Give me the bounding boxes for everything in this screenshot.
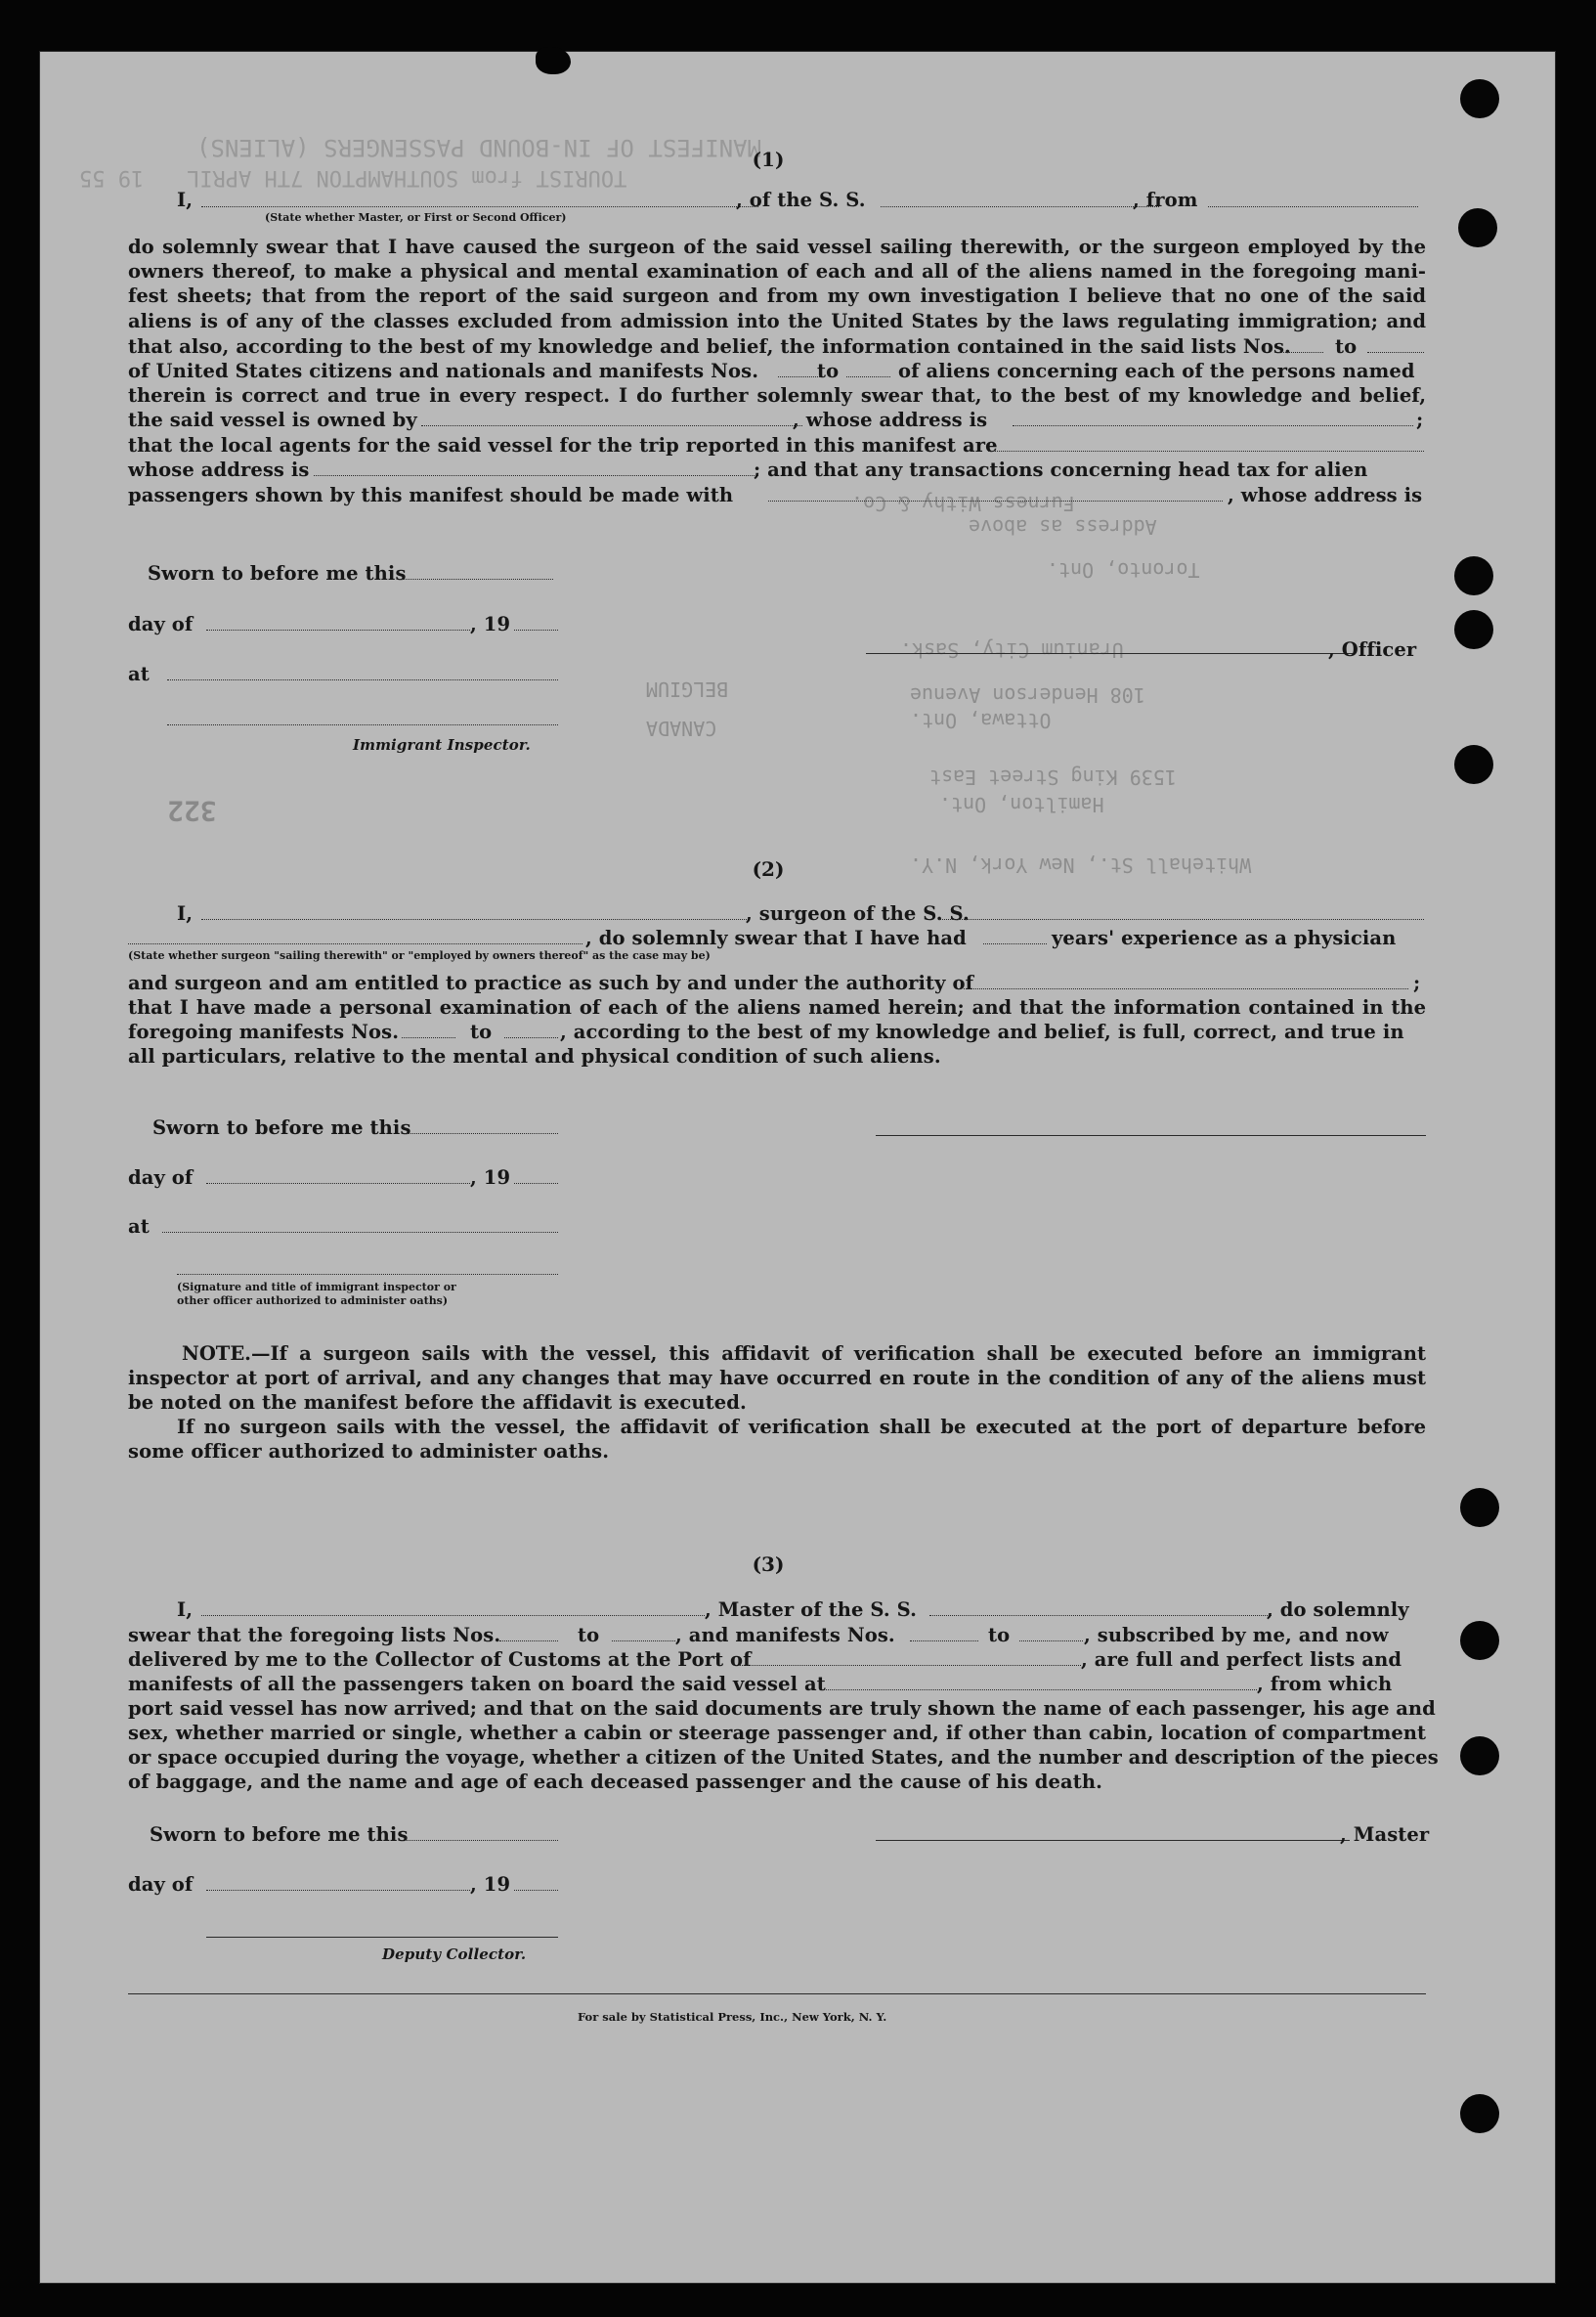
- sec3-line5: port said vessel has now arrived; and that on the said documents are truly shown the name of each passenger, his age and: [128, 1697, 1436, 1720]
- sec2-line3: and surgeon and am entitled to practice as such by and under the authority of: [128, 972, 974, 994]
- sec2-line5a: foregoing manifests Nos.: [128, 1021, 400, 1043]
- sec3-sworn: Sworn to before me this: [150, 1823, 409, 1846]
- sec3-line2e: , subscribed by me, and now: [1084, 1624, 1389, 1646]
- sec3-line7: or space occupied during the voyage, whether a citizen of the United States, and the number and description of the pieces: [128, 1746, 1439, 1769]
- sec1-line2: do solemnly swear that I have caused the surgeon of the said vessel sailing therewith, or the surgeon employed by the: [128, 236, 1426, 258]
- sec2-status-field[interactable]: [128, 943, 582, 944]
- sec2-sig-caption-2: other officer authorized to administer oaths): [177, 1294, 449, 1307]
- sec1-line9-semicolon: ;: [1416, 409, 1424, 431]
- sec3-sworn-field[interactable]: [407, 1840, 558, 1841]
- sec3-manifests-to-field[interactable]: [1019, 1640, 1083, 1641]
- sec1-line6a: that also, according to the best of my knowledge and belief, the information contained in the said lists Nos.: [128, 335, 1291, 358]
- bleed-through-year: 19 55: [79, 165, 145, 190]
- bleed-through-address-7: Hamilton, Ont.: [939, 793, 1104, 816]
- sec3-deputy-label: Deputy Collector.: [382, 1945, 527, 1963]
- bleed-through-address-8: Whitehall St., New York, N.Y.: [910, 853, 1252, 877]
- sec1-lists-from-field[interactable]: [1279, 352, 1323, 353]
- punch-hole: [1460, 1488, 1499, 1527]
- section-1-number: (1): [752, 148, 785, 171]
- sec1-headtax-field[interactable]: [768, 501, 1223, 502]
- sec1-line3: owners thereof, to make a physical and mental examination of each and all of the aliens named in the foregoing mani-: [128, 260, 1426, 283]
- sec1-line1-from: , from: [1133, 189, 1198, 211]
- sec2-years-field[interactable]: [983, 943, 1047, 944]
- sec2-day-of: day of: [128, 1166, 194, 1189]
- note-line2: inspector at port of arrival, and any changes that may have occurred en route in the condition of any of the aliens must: [128, 1367, 1426, 1389]
- sec3-day-field[interactable]: [206, 1890, 470, 1891]
- punch-hole: [1460, 1736, 1499, 1775]
- sec3-year: , 19: [470, 1873, 511, 1896]
- sec3-line1-swear: , do solemnly: [1267, 1598, 1409, 1621]
- sec1-sworn-field[interactable]: [402, 579, 553, 580]
- sec1-officer-field[interactable]: [201, 206, 758, 207]
- sec2-day-field[interactable]: [206, 1183, 470, 1184]
- sec2-sworn-field[interactable]: [407, 1133, 558, 1134]
- sec3-line6: sex, whether married or single, whether a cabin or steerage passenger and, if other than cabin, location of compartment: [128, 1722, 1426, 1744]
- sec2-manifests-from-field[interactable]: [402, 1037, 455, 1038]
- bleed-through-owner: Furness Withy & Co.: [851, 492, 1075, 515]
- sec2-caption: (State whether surgeon "sailing therewith" or "employed by owners thereof" as the case may be): [128, 949, 711, 962]
- sec1-manifests-from-field[interactable]: [778, 376, 822, 377]
- note-line5: some officer authorized to administer oaths.: [128, 1440, 610, 1463]
- sec1-owner-field[interactable]: [421, 425, 802, 426]
- sec2-surgeon-name-field[interactable]: [201, 919, 749, 920]
- sec3-ship-field[interactable]: [929, 1615, 1272, 1616]
- bleed-through-address-2: Toronto, Ont.: [1047, 558, 1200, 582]
- sec3-line2c: , and manifests Nos.: [675, 1624, 895, 1646]
- bleed-through-heading: MANIFEST OF IN-BOUND PASSENGERS (ALIENS): [196, 134, 761, 161]
- footer-rule: [128, 1993, 1426, 1994]
- sec2-at-field[interactable]: [162, 1232, 558, 1233]
- sec1-lists-to-field[interactable]: [1367, 352, 1424, 353]
- sec1-owner-address-field[interactable]: [1013, 425, 1413, 426]
- sec1-at: at: [128, 663, 150, 685]
- sec1-year: , 19: [470, 613, 511, 635]
- sec2-ship-field[interactable]: [939, 919, 1424, 920]
- sec2-sworn: Sworn to before me this: [152, 1116, 411, 1139]
- sec1-agents-address-field[interactable]: [314, 475, 758, 476]
- punch-hole: [1460, 2094, 1499, 2133]
- sec2-line1-surgeon: , surgeon of the S. S.: [746, 902, 970, 925]
- sec3-master-name-field[interactable]: [201, 1615, 705, 1616]
- bleed-through-country-1: CANADA: [646, 717, 717, 740]
- sec3-line3a: delivered by me to the Collector of Customs at the Port of: [128, 1648, 752, 1671]
- sec1-day-field[interactable]: [206, 630, 470, 631]
- sec3-line2b: to: [578, 1624, 600, 1646]
- sec1-line11b: ; and that any transactions concerning head tax for alien: [754, 459, 1368, 481]
- sec1-line8: therein is correct and true in every respect. I do further solemnly swear that, to the best of my knowledge and belief,: [128, 384, 1426, 407]
- sec3-line3b: , are full and perfect lists and: [1081, 1648, 1402, 1671]
- sec1-line4: fest sheets; that from the report of the said surgeon and from my own investigation I believe that no one of the said: [128, 284, 1426, 307]
- sec2-line5b: to: [470, 1021, 493, 1043]
- sec2-authority-field[interactable]: [964, 988, 1408, 989]
- sec1-line6b: to: [1335, 335, 1358, 358]
- bleed-through-address-3: Uranium City, Sask.: [900, 638, 1124, 662]
- sec2-line4: that I have made a personal examination of each of the aliens named herein; and that the information contained in the: [128, 996, 1426, 1019]
- sec1-manifests-to-field[interactable]: [846, 376, 890, 377]
- sec1-line9b: , whose address is: [793, 409, 988, 431]
- sec3-lists-from-field[interactable]: [499, 1640, 558, 1641]
- sec1-line1-ofss: , of the S. S.: [736, 189, 866, 211]
- sec1-at-field[interactable]: [167, 679, 558, 680]
- sec2-line1-i: I,: [177, 902, 194, 925]
- sec2-line6: all particulars, relative to the mental and physical condition of such aliens.: [128, 1045, 941, 1068]
- sec3-deputy-sig-line[interactable]: [206, 1937, 558, 1938]
- punch-hole: [1454, 610, 1493, 649]
- sec2-year: , 19: [470, 1166, 511, 1189]
- sec1-officer-label: , Officer: [1328, 638, 1417, 661]
- sec2-line2a: , do solemnly swear that I have had: [585, 927, 967, 949]
- sec1-line12b: , whose address is: [1228, 484, 1423, 506]
- punch-hole: [1460, 1621, 1499, 1660]
- sec1-line12a: passengers shown by this manifest should be made with: [128, 484, 734, 506]
- sec1-officer-sig-line[interactable]: [866, 653, 1355, 654]
- sec3-line2a: swear that the foregoing lists Nos.: [128, 1624, 501, 1646]
- sec3-line1-master: , Master of the S. S.: [705, 1598, 918, 1621]
- sec1-from-field[interactable]: [1208, 206, 1418, 207]
- sec1-line11a: whose address is: [128, 459, 310, 481]
- punch-hole: [1460, 79, 1499, 118]
- sec2-inspector-sig-line[interactable]: [177, 1274, 558, 1275]
- punch-hole: [1454, 745, 1493, 784]
- bleed-through-address-1: Address as above: [969, 515, 1157, 539]
- manifest-back-page: [39, 51, 1556, 2284]
- note-line3: be noted on the manifest before the affidavit is executed.: [128, 1391, 747, 1414]
- sec3-line4a: manifests of all the passengers taken on board the said vessel at: [128, 1673, 826, 1695]
- sec2-year-field[interactable]: [514, 1183, 558, 1184]
- punch-hole: [1458, 208, 1497, 247]
- sec3-master-sig-line[interactable]: [876, 1840, 1350, 1841]
- section-3-number: (3): [752, 1552, 785, 1576]
- bleed-through-address-5: Ottawa, Ont.: [910, 709, 1052, 732]
- sec2-surgeon-sig-line[interactable]: [876, 1135, 1426, 1136]
- sec1-line7b: to: [817, 360, 840, 382]
- bleed-through-address-4: 108 Henderson Avenue: [910, 683, 1145, 707]
- note-line1: NOTE.—If a surgeon sails with the vessel, this affidavit of verification shall be executed before an immigrant: [182, 1342, 1426, 1365]
- punch-hole: [1454, 556, 1493, 595]
- sec1-line7a: of United States citizens and nationals and manifests Nos.: [128, 360, 759, 382]
- sec1-caption: (State whether Master, or First or Second Officer): [265, 211, 567, 224]
- sec2-line2b: years' experience as a physician: [1052, 927, 1397, 949]
- sec1-line10: that the local agents for the said vessel for the trip reported in this manifest are: [128, 434, 998, 457]
- note-line4: If no surgeon sails with the vessel, the affidavit of verification shall be executed at the port of departure before: [177, 1416, 1426, 1438]
- sec1-line7c: of aliens concerning each of the persons named: [898, 360, 1415, 382]
- sec1-inspector-label: Immigrant Inspector.: [353, 736, 531, 754]
- sec1-line1-i: I,: [177, 189, 194, 211]
- section-2-number: (2): [752, 857, 785, 881]
- sec3-manifests-from-field[interactable]: [910, 1640, 978, 1641]
- sec1-day-of: day of: [128, 613, 194, 635]
- sec2-line5c: , according to the best of my knowledge and belief, is full, correct, and true in: [560, 1021, 1404, 1043]
- sec1-year-field[interactable]: [514, 630, 558, 631]
- bleed-through-number: 322: [167, 795, 217, 827]
- sec3-year-field[interactable]: [514, 1890, 558, 1891]
- sec3-master-label: , Master: [1340, 1823, 1430, 1846]
- footer-printer: For sale by Statistical Press, Inc., New York, N. Y.: [578, 2010, 887, 2024]
- paper-tear-mark: [536, 47, 571, 74]
- sec2-line3-semicolon: ;: [1413, 972, 1421, 994]
- bleed-through-voyage: TOURIST from SOUTHAMPTON 7TH APRIL: [187, 165, 627, 190]
- sec1-line9a: the said vessel is owned by: [128, 409, 417, 431]
- sec3-line2d: to: [988, 1624, 1011, 1646]
- sec3-line4b: , from which: [1257, 1673, 1393, 1695]
- sec3-line8: of baggage, and the name and age of each deceased passenger and the cause of his death.: [128, 1771, 1103, 1793]
- sec3-lists-to-field[interactable]: [612, 1640, 675, 1641]
- sec3-port-field[interactable]: [734, 1665, 1081, 1666]
- sec1-ship-field[interactable]: [881, 206, 1159, 207]
- bleed-through-address-6: 1539 King Street East: [929, 765, 1177, 789]
- sec1-sworn: Sworn to before me this: [148, 562, 407, 585]
- sec1-agents-field[interactable]: [988, 451, 1424, 452]
- sec3-embark-port-field[interactable]: [822, 1689, 1257, 1690]
- sec3-line1-i: I,: [177, 1598, 194, 1621]
- sec2-sig-caption-1: (Signature and title of immigrant inspector or: [177, 1281, 456, 1293]
- sec3-day-of: day of: [128, 1873, 194, 1896]
- sec1-inspector-sig-line[interactable]: [167, 724, 558, 725]
- sec1-line5: aliens is of any of the classes excluded from admission into the United States by the laws regulating immigration; and: [128, 310, 1426, 332]
- sec2-at: at: [128, 1215, 150, 1238]
- bleed-through-country-2: BELGIUM: [646, 678, 729, 701]
- sec2-manifests-to-field[interactable]: [504, 1037, 558, 1038]
